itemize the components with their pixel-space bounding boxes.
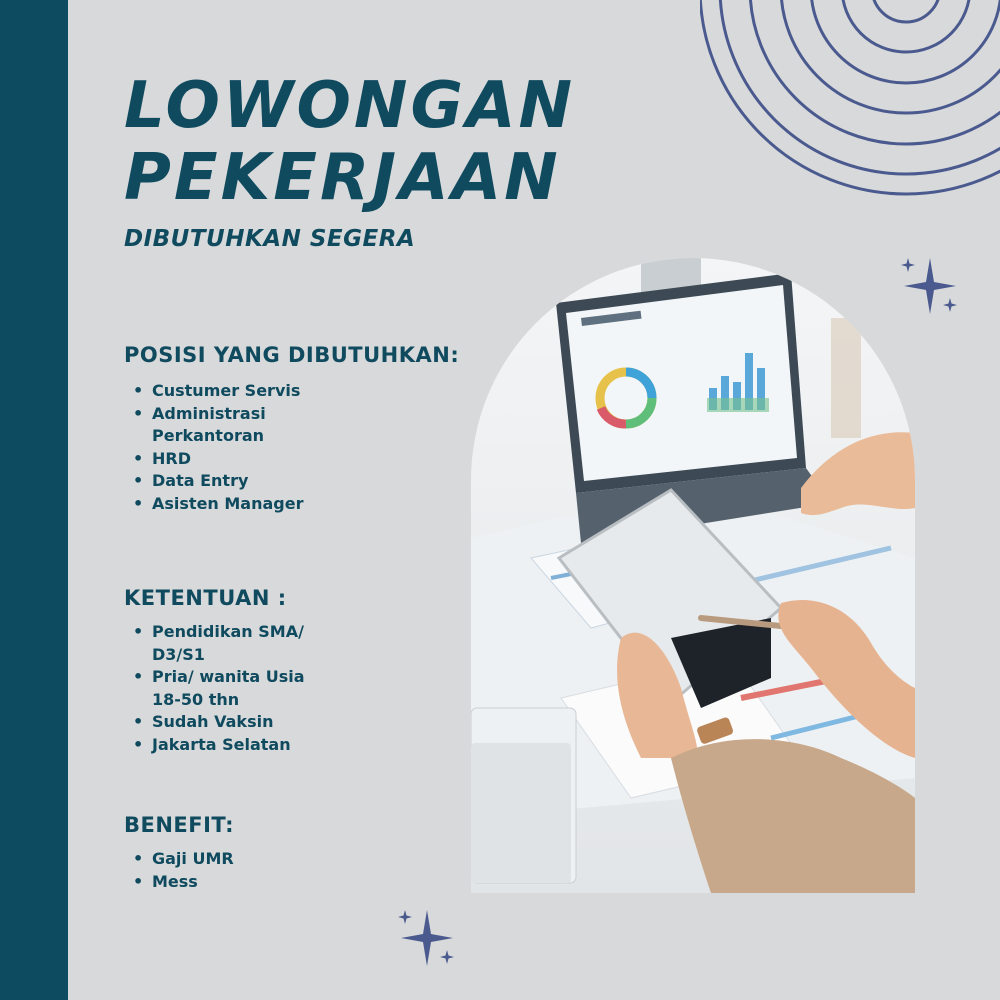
poster-title bbox=[124, 70, 575, 214]
list-item: • HRD bbox=[133, 448, 333, 471]
photo-illustration bbox=[471, 258, 915, 893]
list-item: • Mess bbox=[133, 871, 333, 894]
list-item: • Asisten Manager bbox=[133, 493, 333, 516]
list-item: • Gaji UMR bbox=[133, 848, 333, 871]
requirements-list bbox=[133, 621, 333, 756]
list-item: • Jakarta Selatan bbox=[133, 734, 333, 757]
side-bar bbox=[0, 0, 68, 1000]
requirements-heading: KETENTUAN : bbox=[124, 586, 287, 610]
office-analytics-photo bbox=[471, 258, 915, 893]
list-item: • Sudah Vaksin bbox=[133, 711, 333, 734]
title-line-2: PEKERJAAN bbox=[124, 141, 561, 215]
list-item: • Pria/ wanita Usia 18-50 thn bbox=[133, 666, 333, 711]
list-item: • Data Entry bbox=[133, 470, 333, 493]
positions-list bbox=[133, 380, 333, 515]
list-item: • Administrasi Perkantoran bbox=[133, 403, 333, 448]
sparkle-icon bbox=[395, 908, 459, 970]
title-line-1: LOWONGAN bbox=[124, 69, 576, 143]
list-item: • Pendidikan SMA/ D3/S1 bbox=[133, 621, 333, 666]
poster-subtitle: DIBUTUHKAN SEGERA bbox=[124, 226, 416, 252]
benefits-heading: BENEFIT: bbox=[124, 813, 235, 837]
positions-heading: POSISI YANG DIBUTUHKAN: bbox=[124, 343, 460, 367]
sparkle-icon bbox=[898, 256, 962, 318]
list-item: • Custumer Servis bbox=[133, 380, 333, 403]
concentric-arcs-decoration bbox=[700, 0, 1000, 210]
benefits-list bbox=[133, 848, 333, 893]
